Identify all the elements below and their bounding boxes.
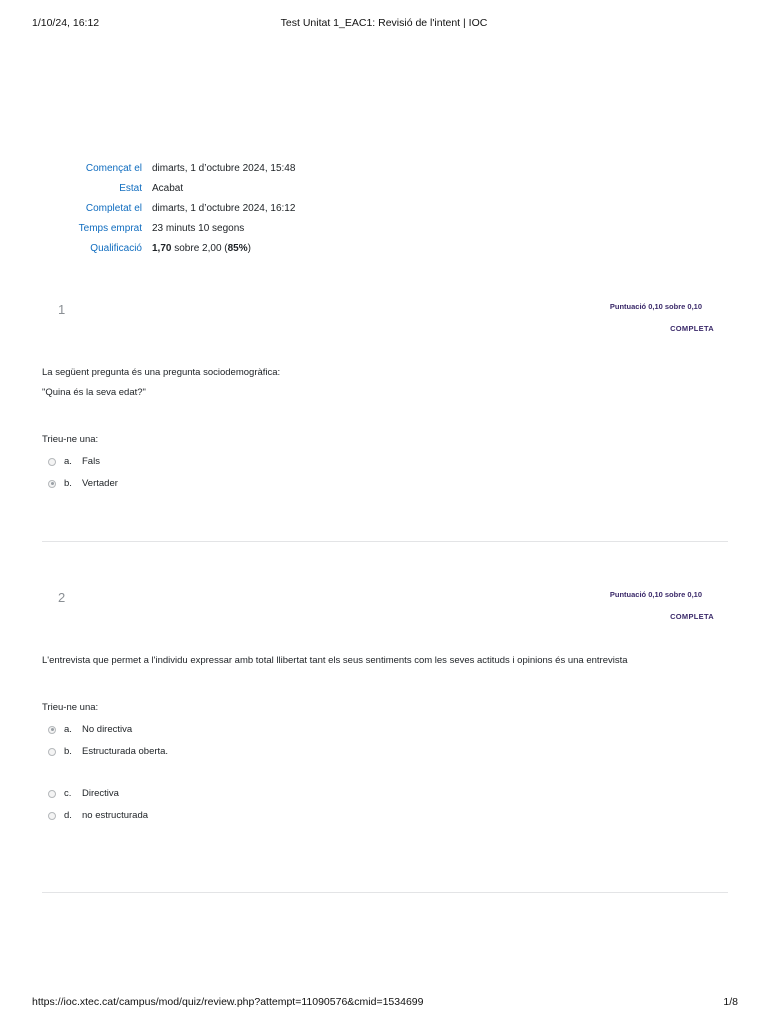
- option-letter: a.: [64, 724, 72, 735]
- question-score: Puntuació 0,10 sobre 0,10: [609, 302, 702, 311]
- answer-prompt: Trieu-ne una:: [42, 702, 99, 713]
- question-divider: [42, 541, 728, 542]
- summary-row-grade: [60, 238, 295, 258]
- option-letter: a.: [64, 456, 72, 467]
- attempt-summary: [60, 158, 295, 258]
- summary-value: 23 minuts 10 segons: [152, 222, 245, 234]
- summary-row-state: [60, 178, 295, 198]
- summary-label: Començat el: [85, 162, 142, 174]
- question-number: 2: [58, 590, 66, 605]
- radio-button-selected[interactable]: [48, 480, 56, 488]
- print-title: Test Unitat 1_EAC1: Revisió de l'intent | IOC: [280, 17, 488, 29]
- question-divider: [42, 892, 728, 893]
- option-text: Vertader: [82, 478, 118, 489]
- question-score: Puntuació 0,10 sobre 0,10: [609, 590, 702, 599]
- radio-button[interactable]: [48, 790, 56, 798]
- grade-end: ): [247, 242, 251, 254]
- radio-button-selected[interactable]: [48, 726, 56, 734]
- print-page-number: 1/8: [723, 996, 738, 1008]
- question-text: L'entrevista que permet a l'individu expressar amb total llibertat tant els seus sentiments com les seves actituds i opinions és una entrevista: [42, 655, 628, 666]
- radio-button[interactable]: [48, 748, 56, 756]
- question-text: "Quina és la seva edat?": [42, 387, 146, 398]
- grade-score: 1,70: [152, 242, 172, 254]
- option-text: Fals: [82, 456, 100, 467]
- radio-button[interactable]: [48, 812, 56, 820]
- print-url: https://ioc.xtec.cat/campus/mod/quiz/review.php?attempt=11090576&cmid=1534699: [32, 996, 424, 1008]
- grade-percent: 85%: [227, 242, 248, 254]
- answer-option-a[interactable]: [48, 456, 100, 467]
- option-text: Directiva: [82, 788, 119, 799]
- option-text: no estructurada: [82, 810, 149, 821]
- summary-value: Acabat: [152, 182, 184, 194]
- summary-label: Estat: [119, 182, 142, 194]
- radio-button[interactable]: [48, 458, 56, 466]
- summary-label: Completat el: [85, 202, 142, 214]
- answer-option-d[interactable]: [48, 810, 148, 821]
- question-state: COMPLETA: [670, 612, 714, 621]
- summary-row-time: [60, 218, 295, 238]
- answer-option-b[interactable]: [48, 478, 118, 489]
- summary-value: dimarts, 1 d’octubre 2024, 15:48: [152, 162, 296, 174]
- summary-label: Temps emprat: [78, 222, 142, 234]
- summary-value: dimarts, 1 d’octubre 2024, 16:12: [152, 202, 296, 214]
- grade-mid: sobre 2,00 (: [171, 242, 228, 254]
- option-letter: d.: [64, 810, 72, 821]
- question-number: 1: [58, 302, 66, 317]
- option-text: No directiva: [82, 724, 133, 735]
- option-letter: b.: [64, 746, 72, 757]
- option-letter: b.: [64, 478, 72, 489]
- question-text: La següent pregunta és una pregunta sociodemogràfica:: [42, 367, 281, 378]
- answer-option-a[interactable]: [48, 724, 132, 735]
- question-state: COMPLETA: [670, 324, 714, 333]
- print-datetime: 1/10/24, 16:12: [32, 17, 100, 29]
- answer-option-b[interactable]: [48, 746, 168, 757]
- grade-value: [152, 243, 251, 254]
- summary-label: Qualificació: [90, 242, 142, 254]
- summary-row-completed: [60, 198, 295, 218]
- option-text: Estructurada oberta.: [82, 746, 169, 757]
- answer-prompt: Trieu-ne una:: [42, 434, 99, 445]
- answer-option-c[interactable]: [48, 788, 119, 799]
- option-letter: c.: [64, 788, 72, 799]
- summary-row-started: [60, 158, 295, 178]
